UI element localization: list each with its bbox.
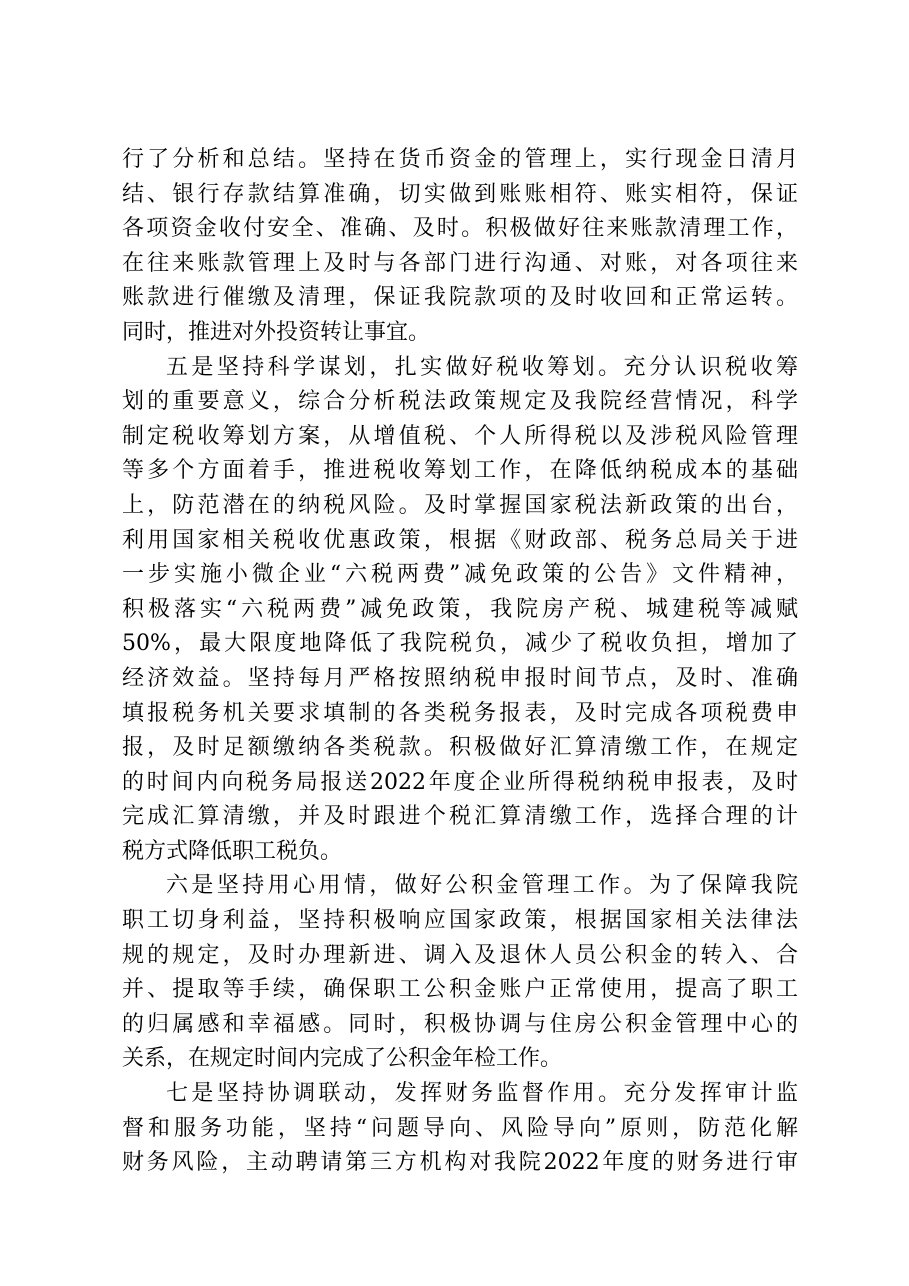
- text-line: 报，及时足额缴纳各类税款。积极做好汇算清缴工作，在规定: [122, 735, 798, 761]
- text-line: 结、银行存款结算准确，切实做到账账相符、账实相符，保证: [122, 181, 798, 207]
- text-line: 利用国家相关税收优惠政策，根据《财政部、税务总局关于进: [122, 527, 798, 553]
- text-line: 关系，在规定时间内完成了公积金年检工作。: [122, 1046, 563, 1072]
- text-line: 一步实施小微企业“六税两费”减免政策的公告》文件精神，: [122, 562, 798, 588]
- text-line: 在往来账款管理上及时与各部门进行沟通、对账，对各项往来: [122, 250, 798, 276]
- document-body: [122, 143, 798, 1181]
- text-line: 的时间内向税务局报送2022年度企业所得税纳税申报表，及时: [122, 769, 798, 795]
- text-line: 的归属感和幸福感。同时，积极协调与住房公积金管理中心的: [122, 1011, 798, 1037]
- text-line: 等多个方面着手，推进税收筹划工作，在降低纳税成本的基础: [122, 458, 798, 484]
- text-line: 填报税务机关要求填制的各类税务报表，及时完成各项税费申: [122, 700, 798, 726]
- text-line: 财务风险，主动聘请第三方机构对我院2022年度的财务进行审: [122, 1150, 798, 1176]
- text-line: 完成汇算清缴，并及时跟进个税汇算清缴工作，选择合理的计: [122, 804, 798, 830]
- paragraph-heading-line: 七是坚持协调联动，发挥财务监督作用。充分发挥审计监: [166, 1081, 798, 1107]
- text-line: 同时，推进对外投资转让事宜。: [122, 319, 431, 345]
- text-line: 规的规定，及时办理新进、调入及退休人员公积金的转入、合: [122, 942, 798, 968]
- text-line: 50%，最大限度地降低了我院税负，减少了税收负担，增加了: [122, 631, 798, 657]
- text-line: 账款进行催缴及清理，保证我院款项的及时收回和正常运转。: [122, 285, 798, 311]
- text-line: 制定税收筹划方案，从增值税、个人所得税以及涉税风险管理: [122, 423, 798, 449]
- text-line: 并、提取等手续，确保职工公积金账户正常使用，提高了职工: [122, 977, 798, 1003]
- text-line: 上，防范潜在的纳税风险。及时掌握国家税法新政策的出台，: [122, 492, 798, 518]
- text-line: 各项资金收付安全、准确、及时。积极做好往来账款清理工作，: [122, 216, 798, 242]
- paragraph-heading-line: 六是坚持用心用情，做好公积金管理工作。为了保障我院: [166, 873, 798, 899]
- paragraph-heading-line: 五是坚持科学谋划，扎实做好税收筹划。充分认识税收筹: [166, 354, 798, 380]
- text-line: 划的重要意义，综合分析税法政策规定及我院经营情况，科学: [122, 389, 798, 415]
- text-line: 职工切身利益，坚持积极响应国家政策，根据国家相关法律法: [122, 908, 798, 934]
- text-line: 积极落实“六税两费”减免政策，我院房产税、城建税等减赋: [122, 596, 798, 622]
- text-line: 税方式降低职工税负。: [122, 838, 343, 864]
- text-line: 督和服务功能，坚持“问题导向、风险导向”原则，防范化解: [122, 1115, 798, 1141]
- text-line: 经济效益。坚持每月严格按照纳税申报时间节点，及时、准确: [122, 665, 798, 691]
- text-line: 行了分析和总结。坚持在货币资金的管理上，实行现金日清月: [122, 147, 798, 172]
